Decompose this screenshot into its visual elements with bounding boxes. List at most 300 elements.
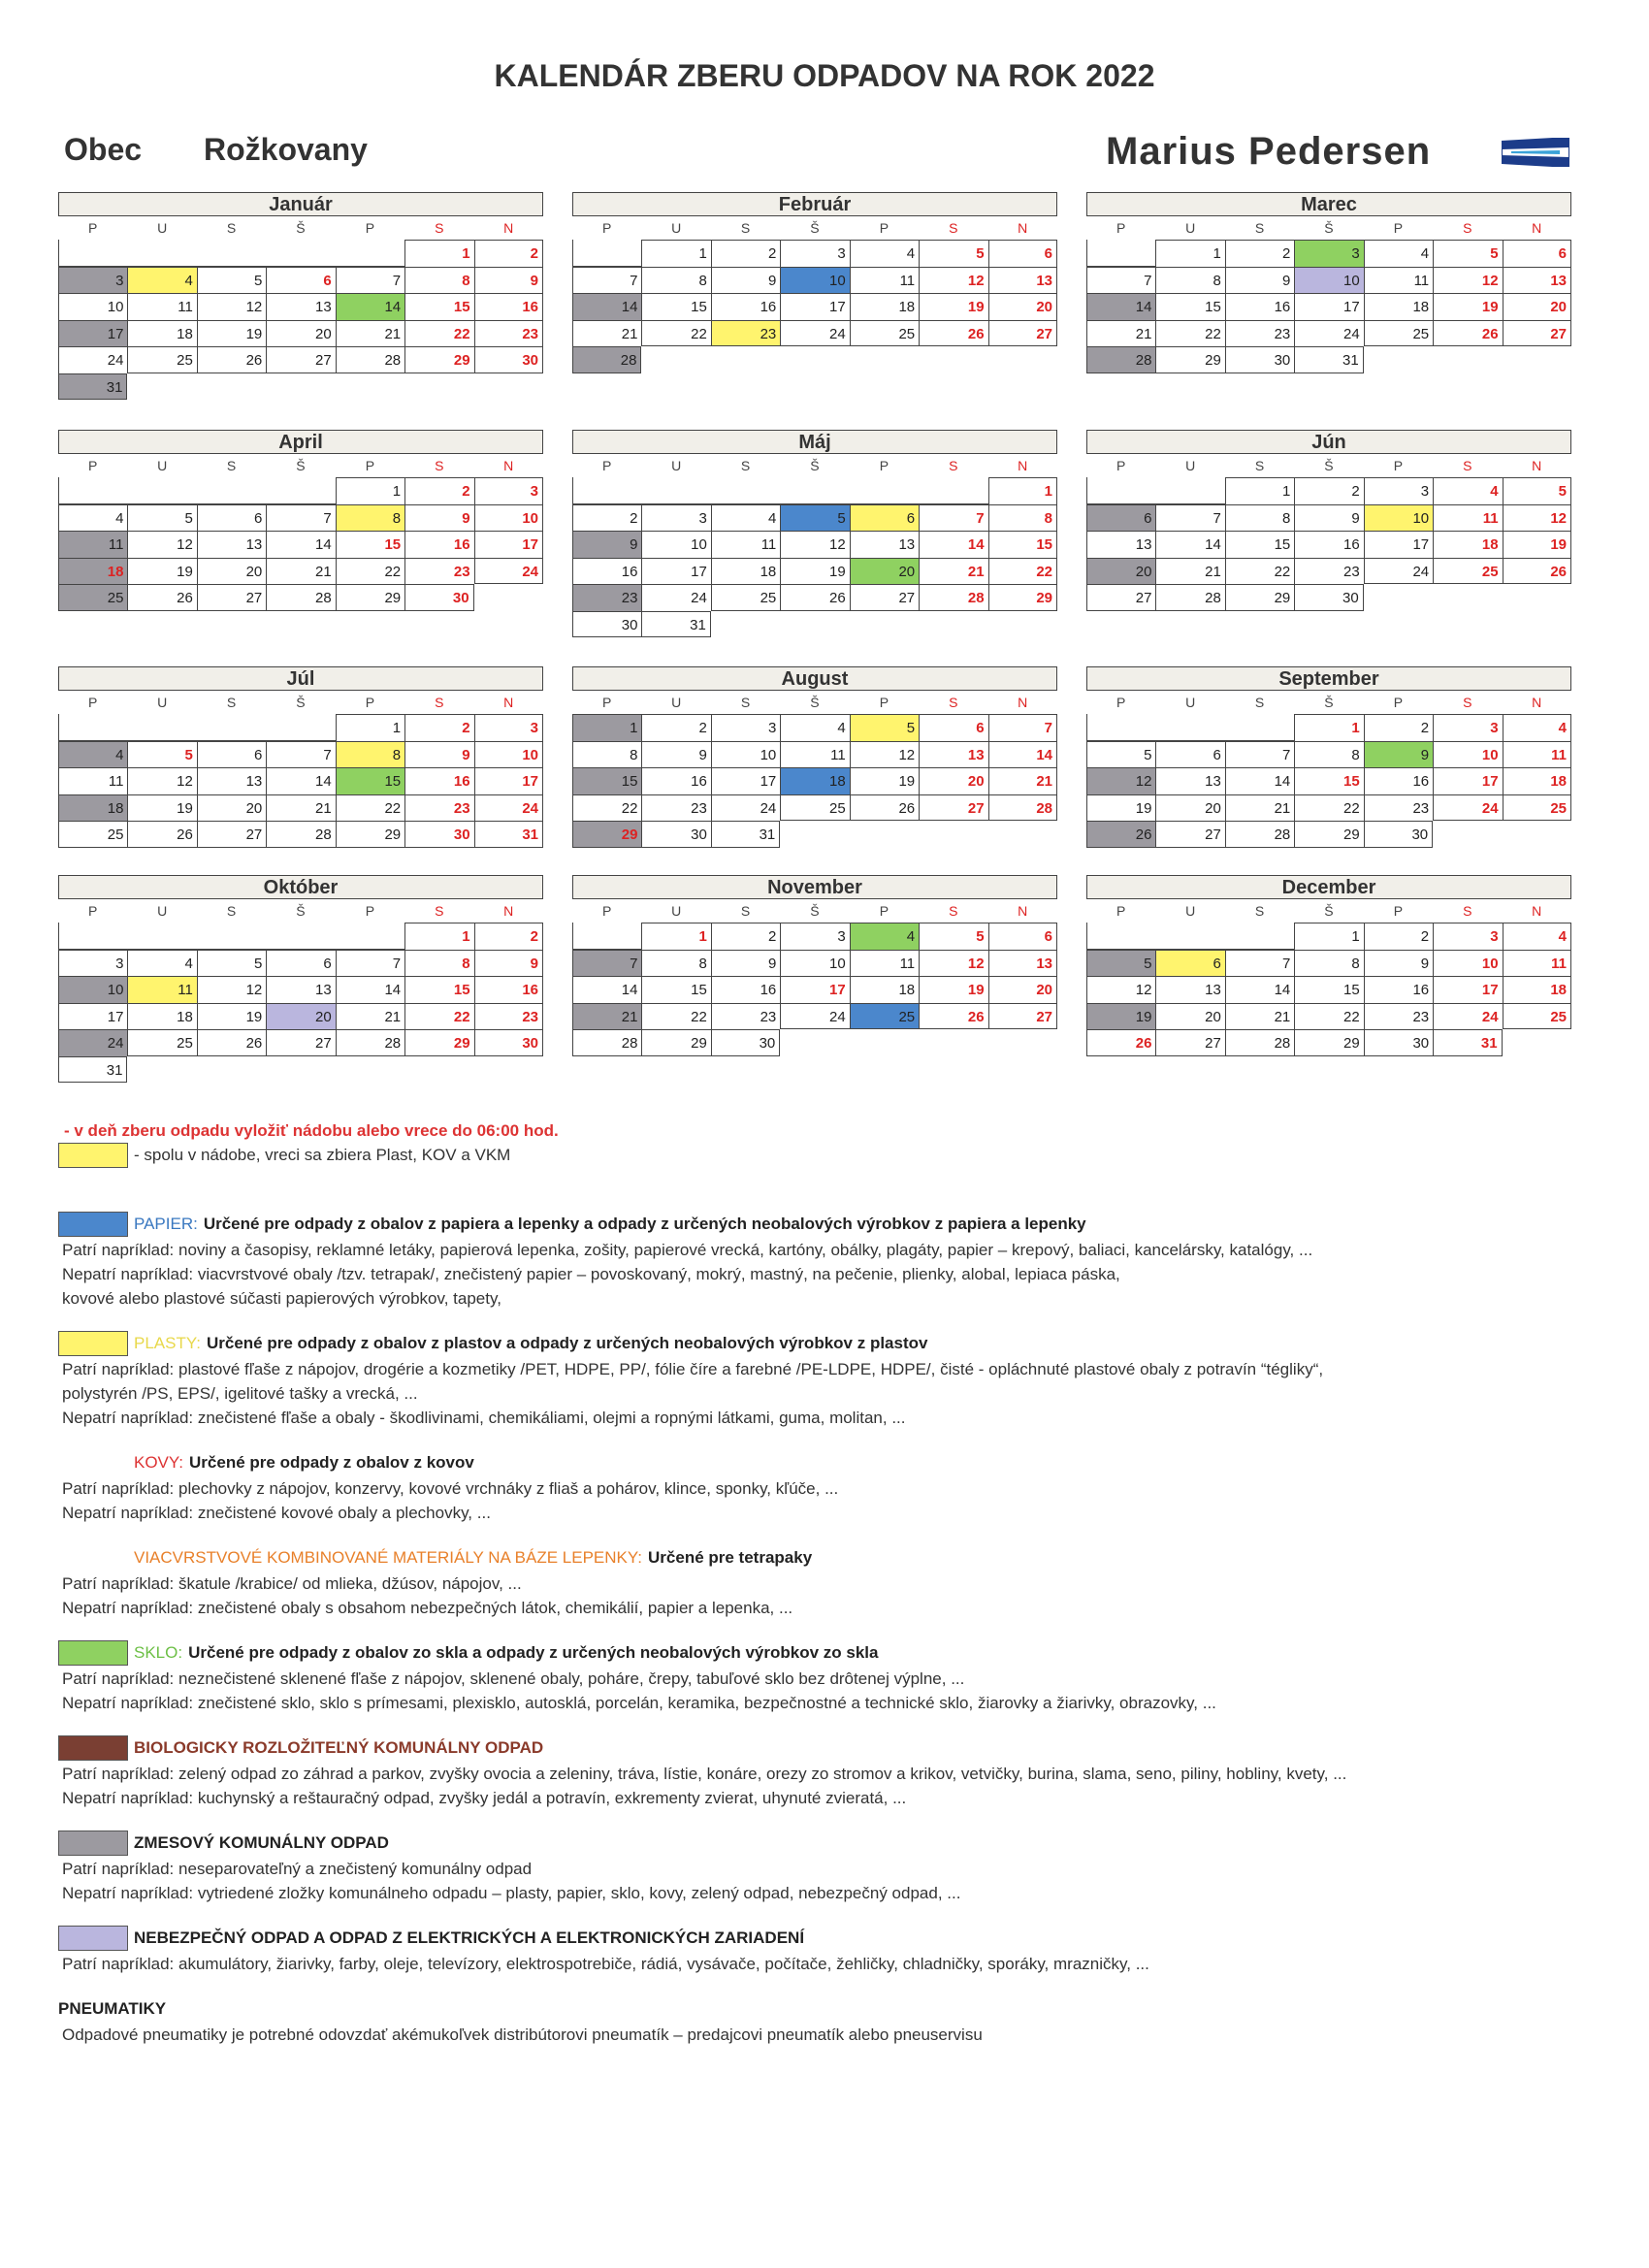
day-cell: 1: [1225, 477, 1294, 504]
empty-cell: [850, 1029, 919, 1056]
day-grid: [572, 477, 1057, 637]
day-cell: 29: [404, 346, 473, 373]
day-cell: 3: [474, 714, 543, 741]
month-name: September: [1086, 666, 1571, 691]
day-cell: 4: [780, 714, 849, 741]
day-cell: 20: [1155, 794, 1224, 822]
empty-cell: [1503, 1029, 1571, 1056]
day-cell: 3: [1433, 714, 1502, 741]
day-cell: 2: [1225, 240, 1294, 267]
day-cell: 9: [1364, 950, 1433, 977]
empty-cell: [919, 477, 987, 504]
day-cell: 16: [404, 767, 473, 794]
day-cell: 20: [1086, 558, 1155, 585]
weekday-label: S: [1254, 695, 1265, 710]
day-cell: 31: [474, 821, 543, 848]
day-cell: 28: [266, 821, 335, 848]
day-cell: 24: [641, 584, 710, 611]
empty-cell: [780, 477, 849, 504]
weekday-label: N: [1532, 458, 1542, 473]
day-cell: 20: [1155, 1003, 1224, 1030]
day-cell: 19: [1086, 794, 1155, 822]
day-cell: 5: [1433, 240, 1502, 267]
day-cell: 24: [1433, 1003, 1502, 1030]
month-calendar: [1086, 430, 1571, 611]
weekday-label: S: [1463, 695, 1472, 710]
weekday-label: P: [879, 903, 889, 919]
day-cell: 8: [1294, 950, 1363, 977]
day-cell: 9: [711, 950, 780, 977]
day-cell: 16: [572, 558, 641, 585]
empty-cell: [1503, 821, 1571, 848]
village-name: Rožkovany: [204, 132, 368, 167]
legend-section: [58, 1830, 1571, 1905]
legend-header: [58, 1449, 1571, 1476]
day-cell: 3: [641, 504, 710, 532]
legend-label: KOVY:: [134, 1453, 184, 1472]
weekday-label: Š: [296, 695, 306, 710]
legend-line: Patrí napríklad: noviny a časopisy, reklamné letáky, papierová lepenka, zošity, papierové vrecká, kartóny, obálky, plagáty, papier – krepový, baliaci, kancelársky, katalógy, ...: [62, 1241, 1313, 1259]
day-cell: 22: [988, 558, 1057, 585]
day-cell: 18: [127, 320, 196, 347]
month-calendar: [58, 666, 543, 848]
empty-cell: [1225, 714, 1294, 741]
day-cell: 18: [1364, 293, 1433, 320]
day-cell: 4: [127, 950, 196, 977]
day-cell: 28: [572, 1029, 641, 1056]
day-cell: 8: [641, 267, 710, 294]
empty-cell: [127, 714, 196, 741]
month-name: Júl: [58, 666, 543, 691]
day-cell: 12: [127, 531, 196, 558]
day-cell: 21: [336, 1003, 404, 1030]
day-cell: 8: [1225, 504, 1294, 532]
day-cell: 20: [988, 976, 1057, 1003]
empty-cell: [1364, 584, 1433, 611]
day-cell: 14: [988, 741, 1057, 768]
day-cell: 7: [1225, 741, 1294, 768]
day-cell: 13: [919, 741, 987, 768]
weekday-label: P: [879, 220, 889, 236]
day-cell: 5: [127, 741, 196, 768]
waste-legend: [58, 1211, 1571, 2066]
day-cell: 6: [919, 714, 987, 741]
day-cell: 18: [1503, 976, 1571, 1003]
weekday-label: U: [1185, 695, 1196, 710]
day-cell: 16: [711, 976, 780, 1003]
day-cell: 31: [641, 611, 710, 638]
day-cell: 2: [641, 714, 710, 741]
yellow-legend-note: [58, 1143, 510, 1168]
day-cell: 5: [1086, 741, 1155, 768]
legend-swatch: [58, 1640, 128, 1666]
empty-cell: [641, 346, 710, 373]
day-cell: 10: [58, 976, 127, 1003]
day-cell: 24: [1294, 320, 1363, 347]
day-cell: 29: [1294, 821, 1363, 848]
day-cell: 13: [1155, 767, 1224, 794]
weekday-label: Š: [1324, 220, 1334, 236]
empty-cell: [780, 821, 849, 848]
day-cell: 11: [711, 531, 780, 558]
day-cell: 24: [58, 1029, 127, 1056]
month-name: Marec: [1086, 192, 1571, 216]
day-cell: 1: [1294, 714, 1363, 741]
day-cell: 6: [1086, 504, 1155, 532]
day-cell: 10: [474, 504, 543, 532]
day-cell: 23: [1364, 794, 1433, 822]
day-cell: 16: [1294, 531, 1363, 558]
day-cell: 2: [572, 504, 641, 532]
day-cell: 24: [474, 794, 543, 822]
day-cell: 9: [1294, 504, 1363, 532]
day-cell: 15: [1294, 976, 1363, 1003]
empty-cell: [266, 477, 335, 504]
day-cell: 8: [336, 741, 404, 768]
weekday-label: P: [88, 903, 98, 919]
weekday-label: S: [740, 695, 751, 710]
weekday-label: P: [88, 695, 98, 710]
empty-cell: [127, 1056, 196, 1084]
weekday-label: P: [1116, 458, 1126, 473]
day-cell: 7: [1086, 267, 1155, 294]
legend-spacer: [58, 1545, 128, 1571]
day-cell: 26: [197, 1029, 266, 1056]
day-cell: 1: [641, 923, 710, 950]
day-cell: 20: [197, 558, 266, 585]
weekday-label: N: [1018, 695, 1028, 710]
day-cell: 23: [474, 1003, 543, 1030]
obec-label: Obec: [64, 132, 143, 167]
day-cell: 4: [1503, 923, 1571, 950]
empty-cell: [572, 477, 641, 504]
day-cell: 14: [1225, 767, 1294, 794]
day-cell: 8: [988, 504, 1057, 532]
weekday-label: S: [435, 903, 444, 919]
day-cell: 26: [780, 584, 849, 611]
day-cell: 23: [1225, 320, 1294, 347]
day-cell: 30: [711, 1029, 780, 1056]
weekday-header: [1086, 454, 1571, 477]
day-grid: [1086, 477, 1571, 611]
day-cell: 9: [474, 267, 543, 294]
day-cell: 30: [404, 584, 473, 611]
empty-cell: [58, 477, 127, 504]
day-cell: 28: [1225, 1029, 1294, 1056]
weekday-label: S: [949, 220, 958, 236]
day-cell: 25: [780, 794, 849, 822]
day-cell: 21: [919, 558, 987, 585]
day-cell: 5: [1086, 950, 1155, 977]
empty-cell: [711, 477, 780, 504]
day-cell: 23: [711, 320, 780, 347]
day-grid: [572, 240, 1057, 373]
day-cell: 12: [1086, 976, 1155, 1003]
day-cell: 11: [1503, 741, 1571, 768]
weekday-label: P: [1116, 220, 1126, 236]
month-calendar: [572, 666, 1057, 848]
day-cell: 23: [572, 584, 641, 611]
day-cell: 1: [336, 477, 404, 504]
empty-cell: [711, 611, 780, 638]
weekday-label: S: [1254, 220, 1265, 236]
legend-line: Patrí napríklad: neznečistené sklenené fľaše z nápojov, sklenené obaly, poháre, črepy, tabuľové sklo bez drôtenej výplne, ...: [62, 1669, 965, 1688]
day-cell: 29: [336, 584, 404, 611]
day-cell: 9: [572, 531, 641, 558]
weekday-label: U: [1185, 903, 1196, 919]
empty-cell: [780, 1029, 849, 1056]
empty-cell: [404, 1056, 473, 1084]
weekday-label: P: [1393, 695, 1404, 710]
month-name: Január: [58, 192, 543, 216]
day-cell: 1: [336, 714, 404, 741]
day-cell: 31: [58, 373, 127, 401]
day-cell: 24: [711, 794, 780, 822]
day-cell: 11: [127, 976, 196, 1003]
weekday-header: [572, 454, 1057, 477]
day-cell: 2: [711, 923, 780, 950]
day-cell: 23: [711, 1003, 780, 1030]
day-cell: 27: [850, 584, 919, 611]
day-cell: 15: [572, 767, 641, 794]
day-cell: 3: [58, 267, 127, 294]
weekday-label: S: [226, 458, 237, 473]
day-cell: 15: [1294, 767, 1363, 794]
weekday-label: S: [435, 458, 444, 473]
weekday-label: Š: [296, 220, 306, 236]
day-cell: 17: [474, 767, 543, 794]
day-cell: 20: [988, 293, 1057, 320]
empty-cell: [1086, 240, 1155, 267]
legend-line: Patrí napríklad: plechovky z nápojov, konzervy, kovové vrchnáky z fliaš a pohárov, klince, sponky, kľúče, ...: [62, 1479, 839, 1498]
weekday-label: U: [157, 903, 168, 919]
day-cell: 21: [1155, 558, 1224, 585]
day-cell: 6: [1503, 240, 1571, 267]
empty-cell: [1155, 923, 1224, 950]
day-cell: 27: [266, 1029, 335, 1056]
day-cell: 25: [58, 584, 127, 611]
day-cell: 4: [850, 923, 919, 950]
day-cell: 24: [474, 558, 543, 585]
day-cell: 24: [1433, 794, 1502, 822]
day-cell: 5: [1503, 477, 1571, 504]
day-cell: 21: [336, 320, 404, 347]
legend-section: [58, 1734, 1571, 1810]
day-cell: 23: [474, 320, 543, 347]
weekday-label: P: [365, 220, 375, 236]
month-calendar: [58, 430, 543, 611]
day-cell: 21: [572, 1003, 641, 1030]
day-cell: 24: [58, 346, 127, 373]
day-grid: [58, 240, 543, 400]
day-cell: 6: [266, 950, 335, 977]
day-cell: 7: [336, 267, 404, 294]
day-cell: 19: [127, 794, 196, 822]
legend-line: Nepatrí napríklad: znečistené obaly s obsahom nebezpečných látok, chemikálií, papier a lepenka, ...: [62, 1599, 793, 1617]
day-cell: 25: [127, 1029, 196, 1056]
day-cell: 21: [266, 558, 335, 585]
empty-cell: [474, 373, 543, 401]
day-cell: 12: [850, 741, 919, 768]
day-cell: 4: [58, 741, 127, 768]
day-cell: 9: [1225, 267, 1294, 294]
day-cell: 31: [711, 821, 780, 848]
empty-cell: [266, 923, 335, 950]
day-cell: 21: [1086, 320, 1155, 347]
legend-line: Patrí napríklad: neseparovateľný a znečistený komunálny odpad: [62, 1860, 533, 1878]
day-cell: 27: [266, 346, 335, 373]
day-cell: 21: [266, 794, 335, 822]
day-cell: 16: [1364, 767, 1433, 794]
day-cell: 11: [780, 741, 849, 768]
page-title: KALENDÁR ZBERU ODPADOV NA ROK 2022: [494, 58, 1155, 93]
day-cell: 8: [336, 504, 404, 532]
day-cell: 17: [641, 558, 710, 585]
day-cell: 11: [58, 531, 127, 558]
empty-cell: [988, 611, 1057, 638]
day-cell: 2: [404, 714, 473, 741]
weekday-label: N: [503, 458, 514, 473]
day-cell: 22: [572, 794, 641, 822]
weekday-header: [58, 216, 543, 240]
day-cell: 11: [1433, 504, 1502, 532]
day-cell: 28: [1225, 821, 1294, 848]
empty-cell: [850, 477, 919, 504]
day-cell: 17: [1433, 976, 1502, 1003]
day-cell: 28: [1086, 346, 1155, 373]
day-cell: 7: [266, 741, 335, 768]
day-cell: 19: [780, 558, 849, 585]
day-cell: 19: [1503, 531, 1571, 558]
day-cell: 23: [1364, 1003, 1433, 1030]
day-cell: 19: [197, 1003, 266, 1030]
day-cell: 13: [197, 767, 266, 794]
day-cell: 17: [58, 1003, 127, 1030]
months-grid: [58, 192, 1573, 1094]
legend-description: Určené pre odpady z obalov z kovov: [189, 1453, 474, 1472]
day-cell: 16: [641, 767, 710, 794]
day-cell: 4: [1433, 477, 1502, 504]
day-cell: 13: [1086, 531, 1155, 558]
weekday-label: N: [503, 903, 514, 919]
day-cell: 6: [197, 741, 266, 768]
weekday-label: Š: [810, 220, 820, 236]
day-cell: 14: [336, 976, 404, 1003]
day-cell: 19: [919, 976, 987, 1003]
empty-cell: [1086, 714, 1155, 741]
legend-line: Patrí napríklad: akumulátory, žiarivky, farby, oleje, televízory, elektrospotrebiče, rádiá, vysávače, počítače, žehličky, chladničky, sporáky, mrazničky, ...: [62, 1955, 1149, 1973]
day-cell: 13: [988, 267, 1057, 294]
day-cell: 24: [1364, 558, 1433, 585]
month-name: Február: [572, 192, 1057, 216]
weekday-label: Š: [296, 458, 306, 473]
month-calendar: [1086, 875, 1571, 1056]
day-cell: 7: [1155, 504, 1224, 532]
day-cell: 3: [780, 923, 849, 950]
day-cell: 21: [1225, 794, 1294, 822]
weekday-label: S: [435, 220, 444, 236]
day-cell: 19: [197, 320, 266, 347]
empty-cell: [266, 373, 335, 401]
empty-cell: [197, 373, 266, 401]
day-cell: 16: [474, 293, 543, 320]
empty-cell: [58, 714, 127, 741]
weekday-header: [1086, 216, 1571, 240]
day-cell: 18: [850, 293, 919, 320]
legend-label: SKLO:: [134, 1643, 183, 1662]
day-cell: 16: [1225, 293, 1294, 320]
day-cell: 28: [336, 1029, 404, 1056]
empty-cell: [1433, 821, 1502, 848]
day-cell: 2: [1294, 477, 1363, 504]
day-cell: 1: [404, 240, 473, 267]
day-cell: 3: [1433, 923, 1502, 950]
month-name: November: [572, 875, 1057, 899]
month-calendar: [58, 875, 543, 1083]
empty-cell: [780, 611, 849, 638]
legend-line: polystyrén /PS, EPS/, igelitové tašky a vrecká, ...: [62, 1384, 418, 1403]
day-cell: 16: [404, 531, 473, 558]
day-cell: 15: [404, 976, 473, 1003]
day-cell: 30: [641, 821, 710, 848]
day-cell: 25: [1503, 1003, 1571, 1030]
day-cell: 5: [919, 240, 987, 267]
day-cell: 19: [127, 558, 196, 585]
day-cell: 2: [1364, 923, 1433, 950]
month-calendar: [1086, 192, 1571, 373]
month-calendar: [58, 192, 543, 400]
day-cell: 30: [572, 611, 641, 638]
day-cell: 20: [266, 320, 335, 347]
day-cell: 26: [127, 584, 196, 611]
day-cell: 13: [1503, 267, 1571, 294]
day-cell: 4: [127, 267, 196, 294]
legend-line: Nepatrí napríklad: znečistené sklo, sklo s prímesami, plexisklo, autosklá, porcelán, keramika, bezpečnostné a technické sklo, žiarovky a žiarivky, obrazovky, ...: [62, 1694, 1216, 1712]
day-cell: 12: [197, 976, 266, 1003]
empty-cell: [1433, 584, 1502, 611]
day-cell: 27: [988, 1003, 1057, 1030]
day-cell: 5: [197, 950, 266, 977]
legend-label: VIACVRSTVOVÉ KOMBINOVANÉ MATERIÁLY NA BÁZE LEPENKY:: [134, 1548, 643, 1567]
day-cell: 13: [988, 950, 1057, 977]
empty-cell: [711, 346, 780, 373]
legend-header: [58, 1544, 1571, 1571]
legend-header: [58, 1995, 1571, 2023]
day-cell: 15: [336, 531, 404, 558]
weekday-label: P: [1116, 695, 1126, 710]
day-cell: 7: [572, 950, 641, 977]
legend-description: Určené pre odpady z obalov z papiera a lepenky a odpady z určených neobalových výrobkov z papiera a lepenky: [203, 1215, 1086, 1233]
day-cell: 4: [1503, 714, 1571, 741]
month-name: April: [58, 430, 543, 454]
day-cell: 31: [58, 1056, 127, 1084]
weekday-label: S: [740, 458, 751, 473]
day-cell: 25: [711, 584, 780, 611]
empty-cell: [336, 373, 404, 401]
yellow-note-text: - spolu v nádobe, vreci sa zbiera Plast, KOV a VKM: [134, 1146, 511, 1164]
day-cell: 18: [1503, 767, 1571, 794]
legend-section: [58, 1925, 1571, 1976]
weekday-label: Š: [1324, 695, 1334, 710]
month-name: Máj: [572, 430, 1057, 454]
day-cell: 8: [404, 267, 473, 294]
empty-cell: [197, 714, 266, 741]
weekday-header: [58, 899, 543, 923]
weekday-label: U: [157, 458, 168, 473]
day-cell: 8: [572, 741, 641, 768]
legend-header: [58, 1211, 1571, 1238]
day-cell: 20: [850, 558, 919, 585]
